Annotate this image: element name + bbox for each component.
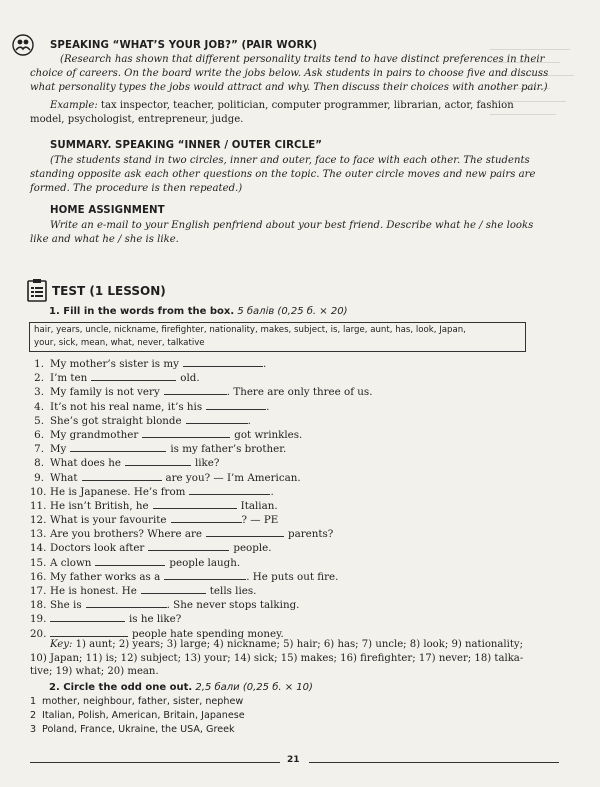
sentence-fragment: My grandmother <box>50 428 139 441</box>
sentence-text <box>50 513 278 527</box>
page-number: 21 <box>287 755 300 765</box>
sentence-text <box>50 598 299 612</box>
item-text: Poland, France, Ukraine, the USA, Greek <box>42 723 235 735</box>
sentence-fragment: got wrinkles. <box>234 428 303 441</box>
answer-blank[interactable] <box>50 612 125 622</box>
home-assignment-text <box>30 219 560 247</box>
sentence-fragment: tells lies. <box>209 585 257 597</box>
sentence-fragment: She’s got straight blonde <box>50 414 182 427</box>
sentence-fragment: . <box>247 414 251 427</box>
task2-score: 2,5 бали (0,25 б. × 10) <box>195 682 313 693</box>
sentence-number: 10. <box>30 485 47 498</box>
sentence-fragment: people hate spending money. <box>132 627 284 640</box>
pair-work-title: SPEAKING “WHAT’S YOUR JOB?” (PAIR WORK) <box>50 40 318 51</box>
sentence-text <box>50 499 278 513</box>
sentence-number: 11. <box>30 499 47 512</box>
answer-blank[interactable] <box>142 428 230 438</box>
item-number: 2 <box>30 709 37 721</box>
sentence-fragment: are you? — I’m American. <box>165 471 301 484</box>
instruction-line: Write an e-mail to your English penfriend about your best friend. Describe what he / she looks <box>50 220 534 231</box>
sentence-number: 3. <box>34 386 44 399</box>
answer-key <box>30 638 558 679</box>
item-text: mother, neighbour, father, sister, nephew <box>42 696 244 707</box>
sentence-number: 19. <box>30 613 47 626</box>
sentence-number: 14. <box>30 542 47 555</box>
sentence-text <box>50 527 333 541</box>
sentence-number: 2. <box>34 372 44 385</box>
sentence-row <box>30 570 560 584</box>
sentence-text <box>50 428 302 442</box>
list-item <box>30 723 550 737</box>
item-number: 3 <box>30 723 37 735</box>
sentence-row <box>30 357 560 371</box>
summary-title: SUMMARY. SPEAKING “INNER / OUTER CIRCLE” <box>50 140 323 151</box>
sentence-fragment: parents? <box>287 528 334 541</box>
answer-blank[interactable] <box>206 400 266 410</box>
instruction-line: (Research has shown that different personality traits tend to have distinct preferences in their <box>60 54 545 65</box>
sentence-row <box>30 414 560 428</box>
test-title: TEST (1 LESSON) <box>52 284 166 298</box>
sentence-text <box>50 385 372 399</box>
list-item <box>30 709 550 723</box>
sentence-number: 16. <box>30 570 47 583</box>
sentence-fragment: old. <box>180 372 200 385</box>
sentence-fragment: He isn’t British, he <box>50 499 149 512</box>
sentence-fragment: . <box>262 358 267 370</box>
instruction-line: choice of careers. On the board write the jobs below. Ask students in pairs to choose five and discuss <box>30 68 549 80</box>
sentence-fragment: My <box>50 443 67 456</box>
key-text: tive; 19) what; 20) mean. <box>30 666 159 678</box>
task1-title <box>49 306 347 317</box>
fill-in-sentences <box>30 357 560 641</box>
word-box <box>29 322 526 352</box>
answer-blank[interactable] <box>206 527 284 537</box>
sentence-text <box>50 471 301 485</box>
instruction-line: like and what he / she is like. <box>30 234 179 246</box>
sentence-number: 13. <box>30 528 47 541</box>
answer-blank[interactable] <box>183 357 263 367</box>
answer-blank[interactable] <box>125 456 191 466</box>
sentence-fragment: Are you brothers? Where are <box>50 528 202 541</box>
sentence-row <box>30 371 560 385</box>
sentence-fragment: ? — PE <box>241 514 279 527</box>
sentence-fragment: She is <box>50 599 82 612</box>
sentence-fragment: . He puts out fire. <box>246 570 339 583</box>
sentence-text <box>50 541 272 555</box>
word-box-line: your, sick, mean, what, never, talkative <box>34 338 205 349</box>
sentence-fragment: . There are only three of us. <box>226 386 373 399</box>
sentence-text <box>50 442 286 456</box>
test-clipboard-icon <box>27 278 47 302</box>
sentence-fragment: people. <box>233 542 272 555</box>
sentence-fragment: What does he <box>50 457 121 470</box>
answer-blank[interactable] <box>164 385 227 395</box>
footer-rule-left <box>30 762 280 763</box>
sentence-fragment: It’s not his real name, it’s his <box>50 400 203 413</box>
instruction-line: standing opposite ask each other questions on the topic. The outer circle moves and new pairs are <box>30 169 536 181</box>
answer-blank[interactable] <box>70 442 166 452</box>
answer-blank[interactable] <box>50 627 128 637</box>
sentence-fragment: A clown <box>50 556 92 569</box>
sentence-row <box>30 428 560 442</box>
answer-blank[interactable] <box>82 471 162 481</box>
task1-heading: 1. Fill in the words from the box. <box>49 306 235 317</box>
sentence-text <box>50 485 274 499</box>
pair-work-icon <box>12 34 34 56</box>
sentence-number: 18. <box>30 599 47 612</box>
sentence-fragment: My family is not very <box>50 386 160 399</box>
sentence-row <box>30 400 560 414</box>
sentence-number: 1. <box>34 358 44 370</box>
sentence-fragment: He is Japanese. He’s from <box>50 485 186 498</box>
sentence-fragment: Italian. <box>240 499 278 512</box>
sentence-fragment: people laugh. <box>169 556 241 569</box>
sentence-fragment: My father works as a <box>50 570 161 583</box>
answer-blank[interactable] <box>186 414 248 424</box>
sentence-number: 9. <box>34 471 44 484</box>
sentence-row <box>30 527 560 541</box>
sentence-number: 20. <box>30 627 47 640</box>
sentence-fragment: like? <box>194 457 220 470</box>
sentence-text <box>50 357 266 371</box>
sentence-row <box>30 584 560 598</box>
sentence-text <box>50 371 200 385</box>
sentence-fragment: What is your favourite <box>50 514 167 527</box>
sentence-fragment: . She never stops talking. <box>166 599 300 612</box>
sentence-fragment: . <box>270 485 274 498</box>
sentence-text <box>50 400 269 414</box>
summary-instructions <box>30 154 560 197</box>
answer-blank[interactable] <box>91 371 176 381</box>
key-text: 1) aunt; 2) years; 3) large; 4) nickname; 5) hair; 6) has; 7) uncle; 8) look; 9) nationality; <box>72 639 524 650</box>
sentence-number: 12. <box>30 514 47 527</box>
answer-blank[interactable] <box>164 570 246 580</box>
sentence-number: 7. <box>34 443 44 456</box>
sentence-row <box>30 471 560 485</box>
answer-blank[interactable] <box>153 499 237 509</box>
sentence-row <box>30 612 560 626</box>
sentence-fragment: is he like? <box>129 613 182 626</box>
key-label: Key: <box>50 639 73 650</box>
pair-work-example <box>30 99 560 127</box>
answer-blank[interactable] <box>86 598 167 608</box>
answer-blank[interactable] <box>141 584 206 594</box>
odd-one-out-list <box>30 695 550 736</box>
sentence-fragment: Doctors look after <box>50 542 145 555</box>
answer-blank[interactable] <box>148 541 229 551</box>
sentence-text <box>50 456 219 470</box>
example-text: tax inspector, teacher, politician, computer programmer, librarian, actor, fashion <box>97 100 514 111</box>
sentence-text <box>50 556 240 570</box>
sentence-row <box>30 598 560 612</box>
sentence-fragment: I’m ten <box>50 372 88 385</box>
sentence-row <box>30 541 560 555</box>
sentence-fragment: is my father’s brother. <box>170 443 287 456</box>
item-text: Italian, Polish, American, Britain, Japanese <box>42 709 245 721</box>
sentence-fragment: My mother’s sister is my <box>50 358 179 370</box>
sentence-row <box>30 456 560 470</box>
sentence-number: 4. <box>34 400 44 413</box>
sentence-number: 17. <box>30 585 47 597</box>
task2-heading: 2. Circle the odd one out. <box>49 682 193 693</box>
answer-blank[interactable] <box>95 556 165 566</box>
sentence-row <box>30 513 560 527</box>
task2-title <box>49 682 313 693</box>
sentence-fragment: He is honest. He <box>50 585 137 597</box>
sentence-text <box>50 584 256 598</box>
instruction-line: formed. The procedure is then repeated.) <box>30 183 243 195</box>
sentence-row <box>30 485 560 499</box>
sentence-text <box>50 414 251 428</box>
sentence-text <box>50 612 181 626</box>
task1-score: 5 балів (0,25 б. × 20) <box>237 306 348 317</box>
home-assignment-title: HOME ASSIGNMENT <box>50 205 165 216</box>
instruction-line: what personality types the jobs would attract and why. Then discuss their choices with another pair.) <box>30 82 548 94</box>
example-label: Example: <box>50 100 98 111</box>
answer-blank[interactable] <box>171 513 242 523</box>
sentence-number: 5. <box>34 414 44 427</box>
example-text: model, psychologist, entrepreneur, judge. <box>30 114 244 126</box>
sentence-number: 8. <box>34 457 44 470</box>
sentence-fragment: What <box>50 471 78 484</box>
list-item <box>30 695 550 709</box>
sentence-row <box>30 442 560 456</box>
sentence-text <box>50 570 338 584</box>
item-number: 1 <box>30 696 37 707</box>
answer-blank[interactable] <box>189 485 270 495</box>
sentence-row <box>30 385 560 399</box>
key-text: 10) Japan; 11) is; 12) subject; 13) your; 14) sick; 15) makes; 16) firefighter; 17) never; 18) talka- <box>30 652 524 664</box>
sentence-number: 6. <box>34 428 44 441</box>
sentence-number: 15. <box>30 556 47 569</box>
footer-rule-right <box>309 762 559 763</box>
sentence-row <box>30 556 560 570</box>
instruction-line: (The students stand in two circles, inner and outer, face to face with each other. The students <box>50 155 530 166</box>
word-box-line: hair, years, uncle, nickname, firefighter, nationality, makes, subject, is, large, aunt, has, look, Japan, <box>34 325 466 335</box>
sentence-row <box>30 499 560 513</box>
sentence-fragment: . <box>266 400 270 413</box>
pair-work-instructions <box>30 53 560 96</box>
